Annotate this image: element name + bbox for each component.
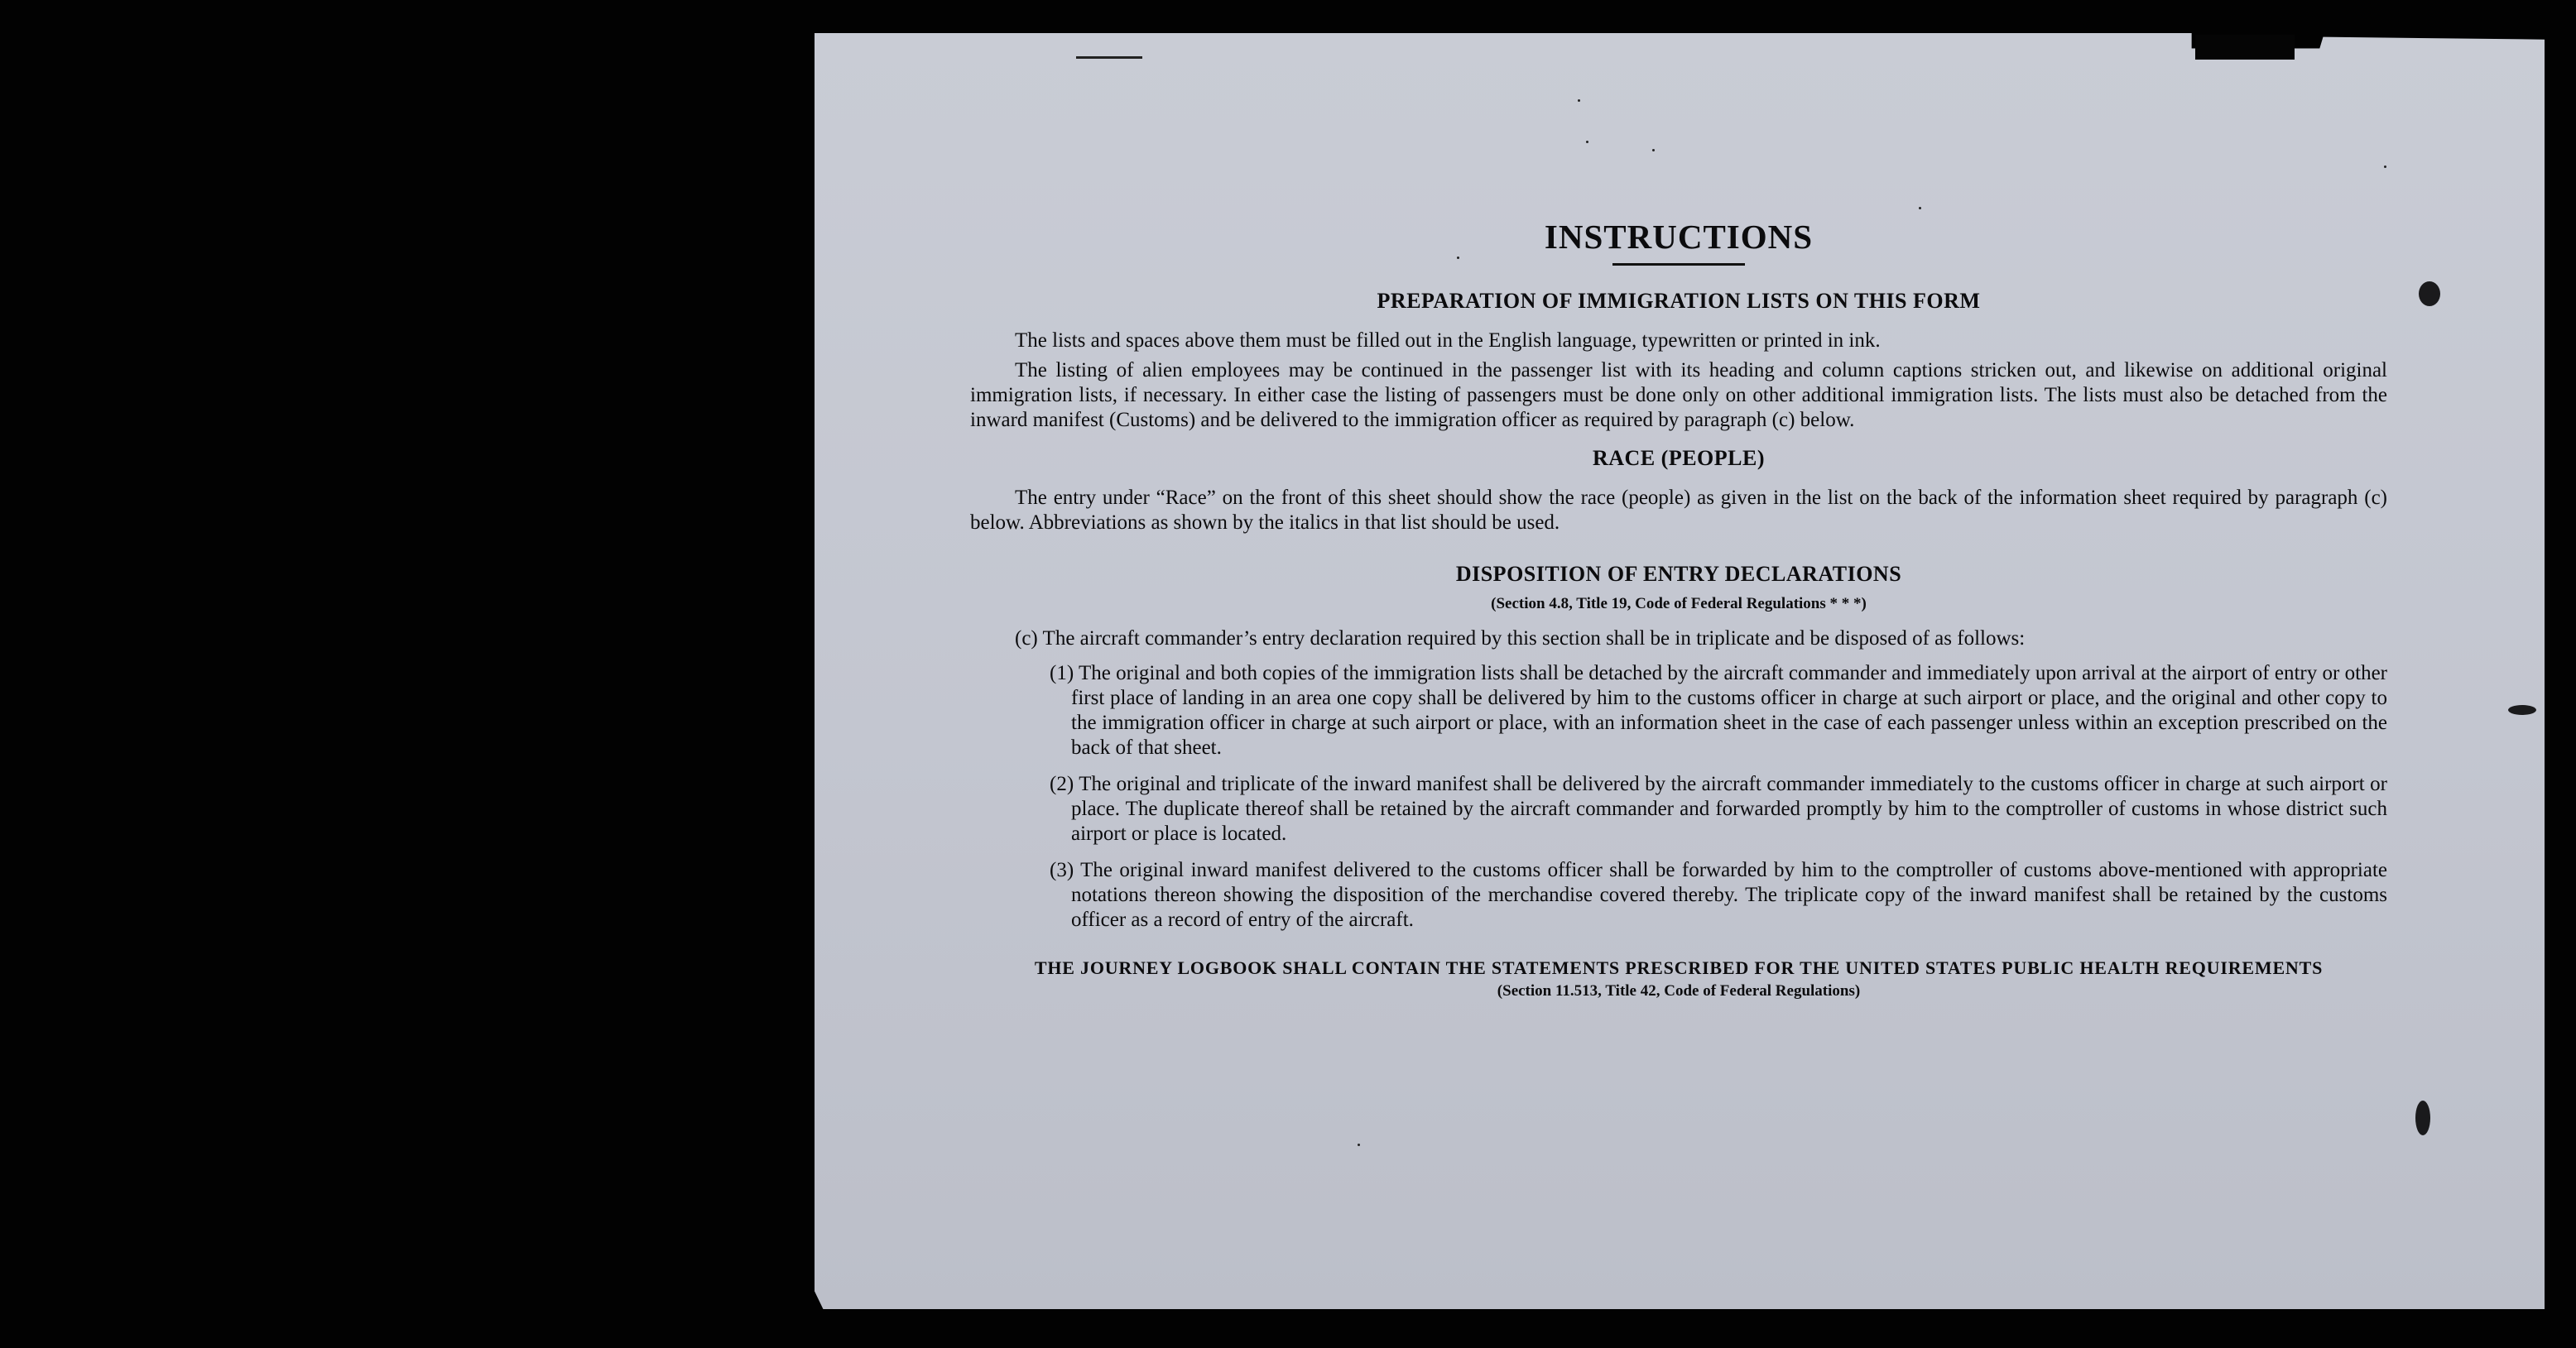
clause-c-entry-declaration: (c) The aircraft commander’s entry declaration required by this section shall be in triplicate and be disposed of as follows: [1015,627,2026,650]
paragraph-english-language: The lists and spaces above them must be filled out in the English language, typewritten or printed in ink. [1015,329,1881,352]
dust-speck [2384,166,2386,168]
ink-smudge-mark [2419,281,2440,306]
section-heading-disposition: DISPOSITION OF ENTRY DECLARATIONS [1455,562,1902,586]
torn-corner-mark [2195,35,2295,60]
health-requirements-statement: THE JOURNEY LOGBOOK SHALL CONTAIN THE STATEMENTS PRESCRIBED FOR THE UNITED STATES PUBLIC HEALTH REQUIREMENTS [1034,957,2324,978]
dust-speck [1652,149,1655,151]
dust-speck [1578,99,1580,102]
list-item-3: (3) The original inward manifest delivered to the customs officer shall be forwarded by him to the comptroller of customs above-mentioned with appropriate notations thereon showing the disposition of the merchandise covered thereby. The triplicate copy of the inward manifest shall be retained by the customs officer as a record of entry of the aircraft. [1050,859,2387,931]
page-title: INSTRUCTIONS [1544,218,1814,256]
section-reference-title-42: (Section 11.513, Title 42, Code of Federal Regulations) [1497,982,1861,1000]
section-reference-title-19: (Section 4.8, Title 19, Code of Federal Regulations * * *) [1491,595,1867,612]
paragraph-race-entry: The entry under “Race” on the front of this sheet should show the race (people) as given in the list on the back of the information sheet required by paragraph (c) below. Abbreviations as shown by the italics in that list should be used. [970,487,2387,534]
dust-speck [1919,207,1921,209]
dust-speck [1358,1144,1360,1146]
dust-speck [1076,56,1142,59]
ink-smudge-mark [2508,705,2536,715]
title-underline [1612,263,1745,266]
instructions-content [970,213,2387,1002]
list-item-2: (2) The original and triplicate of the inward manifest shall be delivered by the aircraft commander immediately to the customs officer in charge at such airport or place. The duplicate thereof shall be retained by the aircraft commander and forwarded promptly by him to the comptroller of customs in whose district such airport or place is located. [1050,773,2387,845]
ink-smudge-mark [2415,1101,2430,1135]
dust-speck [1586,141,1588,143]
section-heading-race: RACE (PEOPLE) [1593,446,1765,470]
paragraph-alien-employees: The listing of alien employees may be continued in the passenger list with its heading and column captions stricken out, and likewise on additional original immigration lists, if necessary. In either case the listing of passengers must be done only on other additional immigration lists. The lists must also be detached from the inward manifest (Customs) and be delivered to the immigration officer as required by paragraph (c) below. [970,359,2387,431]
list-item-1: (1) The original and both copies of the immigration lists shall be detached by the aircraft commander and immediately upon arrival at the airport of entry or other first place of landing in an area one copy shall be delivered by him to the customs officer in charge at such airport or place, and the original and other copy to the immigration officer in charge at such airport or place, with an information sheet in the case of each passenger unless within an exception prescribed on the back of that sheet. [1050,662,2387,759]
section-heading-preparation: PREPARATION OF IMMIGRATION LISTS ON THIS FORM [1377,289,1981,313]
